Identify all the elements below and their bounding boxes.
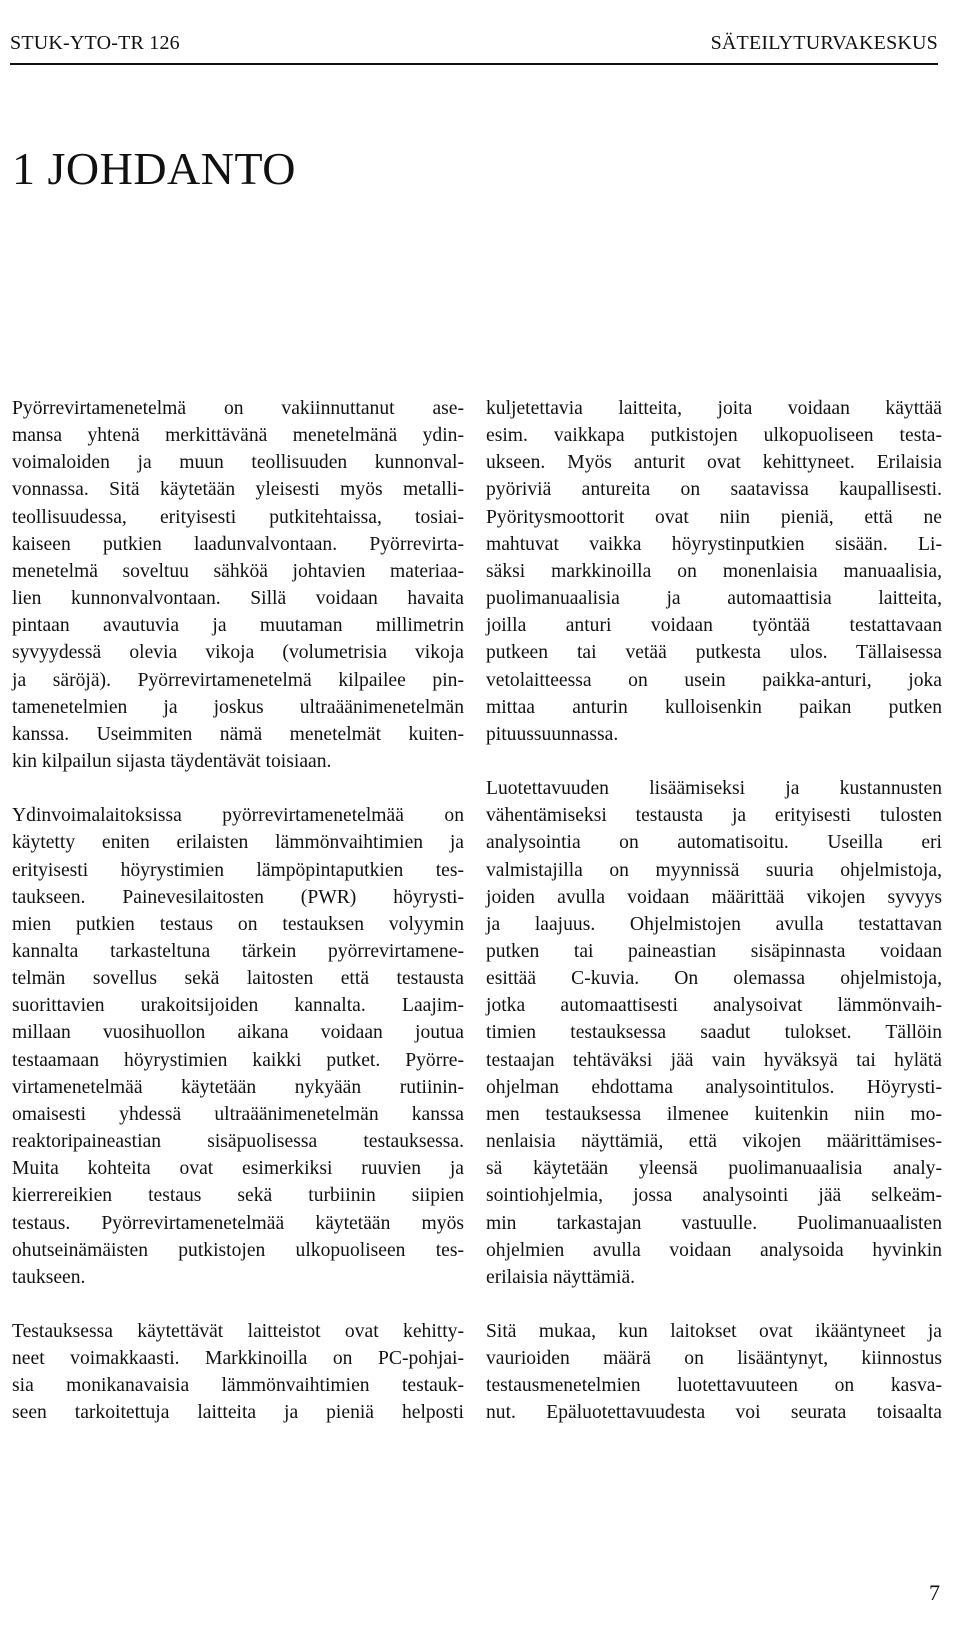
- chapter-title: 1 JOHDANTO: [12, 143, 296, 194]
- text-line: timien testauksessa saadut tulokset. Tällöin: [486, 1022, 942, 1044]
- text-line: mahtuvat vaikka höyrystinputkien sisään. Li-: [486, 533, 942, 555]
- right-text-column: [486, 395, 942, 1454]
- text-line: testaajan tehtäväksi jää vain hyväksyä tai hylätä: [486, 1049, 942, 1071]
- text-line: voimaloiden ja muun teollisuuden kunnonval-: [12, 452, 464, 474]
- text-line: reaktoripaineastian sisäpuolisessa testauksessa.: [12, 1131, 464, 1153]
- page-number: 7: [929, 1580, 940, 1605]
- text-line: telmän sovellus sekä laitosten että testausta: [12, 968, 464, 990]
- text-line: kin kilpailun sijasta täydentävät toisiaan.: [12, 751, 332, 773]
- text-line: ohjelman ehdottama analysointitulos. Höyrysti-: [486, 1076, 942, 1098]
- text-line: menetelmä soveltuu sähköä johtavien materiaa-: [12, 560, 464, 582]
- report-id: STUK-YTO-TR 126: [10, 32, 180, 54]
- text-line: kannalta tarkasteltuna tärkein pyörrevirtamene-: [12, 940, 464, 962]
- publisher-name: SÄTEILYTURVAKESKUS: [710, 32, 938, 54]
- text-line: lien kunnonvalvontaan. Sillä voidaan havaita: [12, 588, 464, 610]
- text-line: teollisuudessa, erityisesti putkitehtaissa, tosiai-: [12, 506, 464, 528]
- text-line: omaisesti yhdessä ultraäänimenetelmän kanssa: [12, 1103, 464, 1125]
- text-line: putken tai paineastian sisäpinnasta voidaan: [486, 940, 942, 962]
- text-line: valmistajilla on myynnissä suuria ohjelmistoja,: [486, 859, 942, 881]
- text-line: puolimanuaalisia ja automaattisia laitteita,: [486, 588, 942, 610]
- text-line: men testauksessa ilmenee kuitenkin niin mo-: [486, 1103, 942, 1125]
- text-line: esim. vaikkapa putkistojen ulkopuoliseen testa-: [486, 425, 942, 447]
- paragraph: [486, 775, 942, 1291]
- text-line: sointiohjelmia, jossa analysointi jää selkeäm-: [486, 1185, 942, 1207]
- text-line: pituussuunnassa.: [486, 723, 619, 745]
- text-line: erilaisia näyttämiä.: [486, 1266, 636, 1288]
- paragraph: [486, 1318, 942, 1427]
- text-line: Testauksessa käytettävät laitteistot ovat kehitty-: [12, 1321, 464, 1342]
- paragraph: [12, 395, 464, 775]
- text-line: vaurioiden määrä on lisääntynyt, kiinnostus: [486, 1348, 942, 1370]
- text-line: pintaan avautuvia ja muutaman millimetrin: [12, 615, 464, 637]
- text-line: tamenetelmien ja joskus ultraäänimenetelmän: [12, 696, 464, 718]
- text-line: analysointia on automatisoitu. Useilla eri: [486, 832, 942, 854]
- text-line: Ydinvoimalaitoksissa pyörrevirtamenetelmää on: [12, 805, 464, 827]
- text-line: nenlaisia näyttämiä, että vikojen määrittämises-: [486, 1131, 942, 1153]
- text-line: nut. Epäluotettavuudesta voi seurata toisaalta: [486, 1402, 942, 1424]
- text-line: sia monikanavaisia lämmönvaihtimien testauk-: [12, 1375, 464, 1397]
- text-line: neet voimakkaasti. Markkinoilla on PC-pohjai-: [12, 1348, 464, 1370]
- text-line: min tarkastajan vastuulle. Puolimanuaalisten: [486, 1212, 942, 1234]
- text-line: ohutseinämäisten putkistojen ulkopuoliseen tes-: [12, 1239, 464, 1261]
- text-line: millaan vuosihuollon aikana voidaan joutua: [12, 1022, 464, 1044]
- text-line: käytetty eniten erilaisten lämmönvaihtimien ja: [12, 832, 464, 854]
- text-line: syvyydessä olevia vikoja (volumetrisia vikoja: [12, 642, 464, 664]
- text-line: seen tarkoitettuja laitteita ja pieniä helposti: [12, 1402, 464, 1424]
- paragraph: [12, 802, 464, 1291]
- text-line: esittää C-kuvia. On olemassa ohjelmistoja,: [486, 968, 942, 990]
- paragraph: [486, 395, 942, 748]
- text-line: mien putkien testaus on testauksen volyymin: [12, 913, 464, 935]
- text-line: Sitä mukaa, kun laitokset ovat ikääntyneet ja: [486, 1321, 942, 1342]
- text-line: jotka automaattisesti analysoivat lämmönvaih-: [486, 995, 942, 1017]
- paragraph: [12, 1318, 464, 1427]
- text-line: erityisesti höyrystimien lämpöpintaputkien tes-: [12, 859, 464, 881]
- text-line: testaamaan höyrystimien kaikki putket. Pyörre-: [12, 1049, 464, 1071]
- text-line: mittaa anturin kulloisenkin paikan putken: [486, 696, 942, 718]
- text-line: kaiseen putkien laadunvalvontaan. Pyörrevirta-: [12, 533, 464, 555]
- text-line: sä käytetään yleensä puolimanuaalisia analy-: [486, 1158, 942, 1180]
- text-line: ja säröjä). Pyörrevirtamenetelmä kilpailee pin-: [12, 669, 464, 691]
- left-text-column: [12, 395, 464, 1454]
- text-line: testausmenetelmien luotettavuuteen on kasva-: [486, 1375, 942, 1397]
- running-header: [10, 32, 938, 65]
- text-line: putkeen tai vetää putkesta ulos. Tällaisessa: [486, 642, 942, 664]
- text-line: Muita kohteita ovat esimerkiksi ruuvien ja: [12, 1158, 464, 1180]
- text-line: pyöriviä antureita on saatavissa kaupallisesti.: [486, 479, 942, 501]
- text-line: kanssa. Useimmiten nämä menetelmät kuiten-: [12, 723, 464, 745]
- text-line: kierrereikien testaus sekä turbiinin siipien: [12, 1185, 464, 1207]
- text-line: Pyöritysmoottorit ovat niin pieniä, että ne: [486, 506, 942, 528]
- text-line: ja laajuus. Ohjelmistojen avulla testattavan: [486, 913, 942, 935]
- text-line: Pyörrevirtamenetelmä on vakiinnuttanut ase-: [12, 398, 464, 419]
- text-line: taukseen.: [12, 1266, 86, 1288]
- text-line: joilla anturi voidaan työntää testattavaan: [486, 615, 942, 637]
- text-line: vähentämiseksi testausta ja erityisesti tulosten: [486, 805, 942, 827]
- text-line: mansa yhtenä merkittävänä menetelmänä ydin-: [12, 425, 464, 447]
- text-line: säksi markkinoilla on monenlaisia manuaalisia,: [486, 560, 942, 582]
- text-line: suorittavien urakoitsijoiden kannalta. Laajim-: [12, 995, 464, 1017]
- text-line: Luotettavuuden lisäämiseksi ja kustannusten: [486, 778, 942, 800]
- text-line: vetolaitteessa on usein paikka-anturi, joka: [486, 669, 942, 691]
- text-line: kuljetettavia laitteita, joita voidaan käyttää: [486, 398, 942, 419]
- text-line: ohjelmien avulla voidaan analysoida hyvinkin: [486, 1239, 942, 1261]
- text-line: vonnassa. Sitä käytetään yleisesti myös metalli-: [12, 479, 464, 501]
- text-line: testaus. Pyörrevirtamenetelmää käytetään myös: [12, 1212, 464, 1234]
- text-line: joiden avulla voidaan määrittää vikojen syvyys: [486, 886, 942, 908]
- text-line: ukseen. Myös anturit ovat kehittyneet. Erilaisia: [486, 452, 942, 474]
- text-line: virtamenetelmää käytetään nykyään rutiinin-: [12, 1076, 464, 1098]
- text-line: taukseen. Painevesilaitosten (PWR) höyrysti-: [12, 886, 464, 908]
